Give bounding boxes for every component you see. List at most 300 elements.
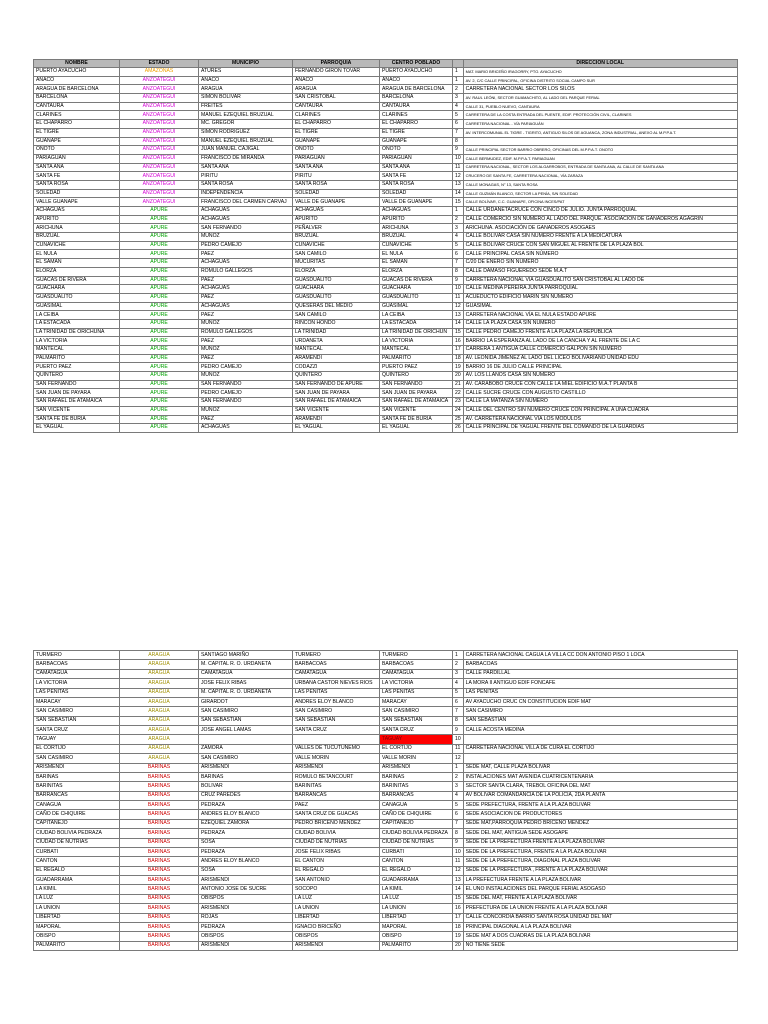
- nombre-cell: SAN RAFAEL DE ATAMAICA: [34, 398, 120, 407]
- centro-poblado-cell: CAÑO DE CHIQUIRE: [380, 810, 453, 819]
- centro-poblado-cell: GUASIMAL: [380, 302, 453, 311]
- parroquia-cell: SAN CAMILO: [293, 311, 380, 320]
- table-row: [34, 791, 738, 800]
- nombre-cell: ONOTO: [34, 146, 120, 155]
- centro-poblado-cell: ARAGUA DE BARCELONA: [380, 85, 453, 94]
- direccion-cell: SEDE DE LA PREFECTURA , FRENTE A LA PLAZA BOLIVAR: [463, 866, 737, 875]
- direccion-cell: LAS PEÑITAS: [463, 688, 737, 697]
- estado-cell: APURE: [120, 311, 199, 320]
- index-cell: 3: [453, 94, 464, 103]
- municipio-cell: PIRITU: [199, 172, 293, 181]
- nombre-cell: SANTA ROSA: [34, 180, 120, 189]
- municipio-cell: SANTA ANA: [199, 163, 293, 172]
- estado-cell: BARINAS: [120, 782, 199, 791]
- nombre-cell: CAPITANEJO: [34, 819, 120, 828]
- table-row: [34, 233, 738, 242]
- estado-cell: ARAGUA: [120, 735, 199, 744]
- municipio-cell: ARISMENDI: [199, 876, 293, 885]
- table-row: [34, 772, 738, 781]
- municipio-cell: PEDRO CAMEJO: [199, 363, 293, 372]
- nombre-cell: SANTA CRUZ: [34, 726, 120, 735]
- centro-poblado-cell: QUINTERO: [380, 372, 453, 381]
- municipio-cell: PEDRAZA: [199, 922, 293, 931]
- direccion-cell: CALLE ACOSTA MEDINA: [463, 726, 737, 735]
- parroquia-cell: SAN SEBASTIAN: [293, 716, 380, 725]
- nombre-cell: CLARINES: [34, 111, 120, 120]
- index-cell: 10: [453, 285, 464, 294]
- index-cell: 4: [453, 233, 464, 242]
- index-cell: 20: [453, 941, 464, 950]
- table-row: [34, 744, 738, 753]
- parroquia-cell: ARAGUA: [293, 85, 380, 94]
- index-cell: 5: [453, 801, 464, 810]
- table-row: [34, 293, 738, 302]
- direccion-cell: GUASIMAL: [463, 302, 737, 311]
- municipio-cell: EZEQUIEL ZAMORA: [199, 819, 293, 828]
- centro-poblado-cell: TURMERO: [380, 651, 453, 660]
- centro-poblado-cell: BARRANCAS: [380, 791, 453, 800]
- direccion-cell: PREFECTURA DE LA UNION FRENTE A LA PLAZA BOLIVAR: [463, 904, 737, 913]
- centro-poblado-cell: CANTON: [380, 857, 453, 866]
- header-index: [453, 60, 464, 68]
- estado-cell: APURE: [120, 207, 199, 216]
- parroquia-cell: MANTECAL: [293, 346, 380, 355]
- nombre-cell: SANTA ANA: [34, 163, 120, 172]
- centro-poblado-cell: GUANAPE: [380, 137, 453, 146]
- nombre-cell: MAPORAL: [34, 922, 120, 931]
- municipio-cell: JOSE FELIX RIBAS: [199, 679, 293, 688]
- table-row: [34, 669, 738, 678]
- parroquia-cell: LA LUZ: [293, 894, 380, 903]
- centro-poblado-cell: ONOTO: [380, 146, 453, 155]
- estado-cell: APURE: [120, 389, 199, 398]
- nombre-cell: BARCELONA: [34, 94, 120, 103]
- table-row: [34, 241, 738, 250]
- nombre-cell: ACHAGUAS: [34, 207, 120, 216]
- centro-poblado-cell: MAPORAL: [380, 922, 453, 931]
- municipio-cell: ACHAGUAS: [199, 215, 293, 224]
- estado-cell: BARINAS: [120, 829, 199, 838]
- table-row: [34, 857, 738, 866]
- centro-poblado-cell: VALLE MORIN: [380, 754, 453, 763]
- parroquia-cell: FERNANDO GIRON TOVAR: [293, 68, 380, 77]
- table-row: [34, 198, 738, 207]
- estado-cell: APURE: [120, 215, 199, 224]
- table-row: [34, 389, 738, 398]
- nombre-cell: SANTA FE DE BURIA: [34, 415, 120, 424]
- index-cell: 1: [453, 651, 464, 660]
- estado-cell: ANZOATEGUI: [120, 172, 199, 181]
- index-cell: 15: [453, 198, 464, 207]
- municipio-cell: FREITES: [199, 102, 293, 111]
- table-row: [34, 810, 738, 819]
- estado-cell: ANZOATEGUI: [120, 163, 199, 172]
- estado-cell: APURE: [120, 285, 199, 294]
- municipio-cell: ANDRES ELOY BLANCO: [199, 810, 293, 819]
- centro-poblado-cell: SAN FERNANDO: [380, 380, 453, 389]
- table-row: [34, 207, 738, 216]
- index-cell: 24: [453, 406, 464, 415]
- nombre-cell: SAN VICENTE: [34, 406, 120, 415]
- centro-poblado-cell: LA VICTORIA: [380, 679, 453, 688]
- parroquia-cell: SAN VICENTE: [293, 406, 380, 415]
- estado-cell: BARINAS: [120, 932, 199, 941]
- nombre-cell: PUERTO AYACUCHO: [34, 68, 120, 77]
- index-cell: 4: [453, 791, 464, 800]
- nombre-cell: GUANAPE: [34, 137, 120, 146]
- direccion-cell: CALLE BERMUDEZ, EDIF. M.P.P.A.T. PARIAGUAN: [463, 154, 737, 163]
- header-estado: ESTADO: [120, 60, 199, 68]
- municipio-cell: MUÑOZ: [199, 372, 293, 381]
- index-cell: 3: [453, 782, 464, 791]
- table-row: [34, 904, 738, 913]
- parroquia-cell: CUNAVICHE: [293, 241, 380, 250]
- centro-poblado-cell: SAN RAFAEL DE ATAMAICA: [380, 398, 453, 407]
- municipio-cell: MC. GREGOR: [199, 120, 293, 129]
- index-cell: 8: [453, 267, 464, 276]
- nombre-cell: PALMARITO: [34, 941, 120, 950]
- parroquia-cell: SAN RAFAEL DE ATAMAICA: [293, 398, 380, 407]
- direccion-cell: CALLE GUZMÁN BLANCO, SECTOR LA PENÍA, S/N SOLEDAD: [463, 189, 737, 198]
- nombre-cell: LA TRINIDAD DE ORICHUNA: [34, 328, 120, 337]
- index-cell: 8: [453, 137, 464, 146]
- centro-poblado-cell: OBISPO: [380, 932, 453, 941]
- index-cell: 19: [453, 363, 464, 372]
- estado-cell: ARAGUA: [120, 651, 199, 660]
- parroquia-cell: URBANA CASTOR NIEVES RIOS: [293, 679, 380, 688]
- municipio-cell: SIMON BOLIVAR: [199, 94, 293, 103]
- index-cell: 4: [453, 102, 464, 111]
- table-row: [34, 68, 738, 77]
- direccion-cell: CALLE LA MATANZA SIN NÚMERO: [463, 398, 737, 407]
- parroquia-cell: CIUDAD DE NUTRIAS: [293, 838, 380, 847]
- municipio-cell: SAN SEBASTIAN: [199, 716, 293, 725]
- estado-cell: BARINAS: [120, 876, 199, 885]
- estado-cell: ANZOATEGUI: [120, 189, 199, 198]
- municipio-cell: PAEZ: [199, 250, 293, 259]
- estado-cell: APURE: [120, 346, 199, 355]
- parroquia-cell: VALLES DE TUCUTUNEMO: [293, 744, 380, 753]
- direccion-cell: CALLE COMERCIO SIN NÚMERO AL LADO DEL PARQUE. ASOCIACIÓN DE GANADEROS AGAGRIN: [463, 215, 737, 224]
- estado-cell: ARAGUA: [120, 716, 199, 725]
- table-row: [34, 801, 738, 810]
- index-cell: 2: [453, 215, 464, 224]
- estado-cell: APURE: [120, 233, 199, 242]
- index-cell: 3: [453, 669, 464, 678]
- estado-cell: ANZOATEGUI: [120, 198, 199, 207]
- estado-cell: APURE: [120, 398, 199, 407]
- direccion-cell: AV. RAUL LEÓNI, SECTOR GUAMACHITO, AL LADO DEL PARQUE FERIAL: [463, 94, 737, 103]
- centro-poblado-cell: EL CHAPARRO: [380, 120, 453, 129]
- parroquia-cell: SOLEDAD: [293, 189, 380, 198]
- table-row: [34, 922, 738, 931]
- table-row: [34, 180, 738, 189]
- direccion-cell: BARRIO LA ESPERANZA AL LADO DE LA CANCHA Y AL FRENTE DE LA C: [463, 337, 737, 346]
- municipio-cell: JOSE ANGEL LAMAS: [199, 726, 293, 735]
- centro-poblado-cell: BARCELONA: [380, 94, 453, 103]
- direccion-cell: CALLE SUCRE CRUCE CON AUGUSTO CASTILLO: [463, 389, 737, 398]
- municipio-cell: SAN FERNANDO: [199, 380, 293, 389]
- nombre-cell: GUADARRAMA: [34, 876, 120, 885]
- parroquia-cell: ANDRES ELOY BLANCO: [293, 697, 380, 706]
- table-row: [34, 415, 738, 424]
- nombre-cell: EL CORTIJO: [34, 744, 120, 753]
- nombre-cell: LA VICTORIA: [34, 679, 120, 688]
- estado-cell: BARINAS: [120, 801, 199, 810]
- centro-poblado-cell: BRUZUAL: [380, 233, 453, 242]
- estado-cell: APURE: [120, 259, 199, 268]
- estado-cell: BARINAS: [120, 772, 199, 781]
- municipio-cell: SAN FERNANDO: [199, 398, 293, 407]
- nombre-cell: EL NULA: [34, 250, 120, 259]
- centro-poblado-cell: GUACAS DE RIVERA: [380, 276, 453, 285]
- parroquia-cell: LIBERTAD: [293, 913, 380, 922]
- municipio-cell: ACHAGUAS: [199, 302, 293, 311]
- parroquia-cell: APURITO: [293, 215, 380, 224]
- estado-cell: APURE: [120, 372, 199, 381]
- direccion-cell: CALLE PRINCIPAL DE YAGUAL FRENTE DEL COMANDO DE LA GUARDIAS: [463, 424, 737, 433]
- nombre-cell: LIBERTAD: [34, 913, 120, 922]
- estado-cell: APURE: [120, 337, 199, 346]
- estado-cell: BARINAS: [120, 857, 199, 866]
- direccion-cell: CARRETERA NACIONAL - VÍA PARIAGUÁN: [463, 120, 737, 129]
- municipio-cell: ROMULO GALLEGOS: [199, 267, 293, 276]
- index-cell: 12: [453, 172, 464, 181]
- table-row: [34, 838, 738, 847]
- table-row: [34, 154, 738, 163]
- direccion-cell: CARRETERA NACIONAL, SECTOR LOS ALGARROBOS, ENTRADA DE SANTA ANA, AL CALLE DE SANTA ANA: [463, 163, 737, 172]
- estado-cell: BARINAS: [120, 922, 199, 931]
- table-row: [34, 424, 738, 433]
- parroquia-cell: CAMATAGUA: [293, 669, 380, 678]
- nombre-cell: CANAGUA: [34, 801, 120, 810]
- direccion-cell: ARICHUNA. ASOCIACIÓN DE GANADEROS ASOGAES: [463, 224, 737, 233]
- parroquia-cell: QUESERAS DEL MEDIO: [293, 302, 380, 311]
- centro-poblado-cell: CIUDAD BOLIVIA PEDRAZA: [380, 829, 453, 838]
- direccion-cell: CALLE BOLIVAR CRUCE CON SAN MIGUEL AL FRENTE DE LA PLAZA BOL: [463, 241, 737, 250]
- table-row: [34, 302, 738, 311]
- direccion-cell: CALLE PRINCIPAL SECTOR BARRIO OBRERO, OFICINAS DEL M.P.P.A.T. ONOTO: [463, 146, 737, 155]
- parroquia-cell: ARISMENDI: [293, 763, 380, 772]
- direccion-cell: SEDE ASOCIACION DE PRODUCTORES: [463, 810, 737, 819]
- nombre-cell: ELORZA: [34, 267, 120, 276]
- municipio-cell: PAEZ: [199, 276, 293, 285]
- table-row: [34, 894, 738, 903]
- estado-cell: ANZOATEGUI: [120, 146, 199, 155]
- municipio-cell: SANTA ROSA: [199, 180, 293, 189]
- parroquia-cell: ARAMENDI: [293, 354, 380, 363]
- direccion-cell: SEDE DEL MAT, FRENTE A LA PLAZA BOLIVAR: [463, 894, 737, 903]
- parroquia-cell: ROMULO BETANCOURT: [293, 772, 380, 781]
- direccion-cell: AV. LOS LLANOS CASA SIN NÚMERO: [463, 372, 737, 381]
- index-cell: 8: [453, 716, 464, 725]
- direccion-cell: LA MORA II ANTIGUO EDIF FONCAFE: [463, 679, 737, 688]
- parroquia-cell: LA TRINIDAD: [293, 328, 380, 337]
- index-cell: 15: [453, 328, 464, 337]
- centro-poblado-cell: SAN VICENTE: [380, 406, 453, 415]
- table-row: [34, 866, 738, 875]
- municipio-cell: M. CAPITAL R. O. URDANETA: [199, 660, 293, 669]
- estado-cell: APURE: [120, 319, 199, 328]
- direccion-cell: CALLE 31, PUEBLO NUEVO, CANTAURA: [463, 102, 737, 111]
- direccion-cell: CARRETERA NACIONAL VILLA DE CURA EL CORTIJO: [463, 744, 737, 753]
- index-cell: 18: [453, 354, 464, 363]
- table-row: [34, 885, 738, 894]
- index-cell: 5: [453, 241, 464, 250]
- centro-poblado-cell: EL CORTIJO: [380, 744, 453, 753]
- agency-table-1: [33, 59, 738, 433]
- estado-cell: ARAGUA: [120, 660, 199, 669]
- direccion-cell: CRUCERO DE SANTA FE, CARRETERA NACIONAL, VÍA ZARAZA: [463, 172, 737, 181]
- centro-poblado-cell: ELORZA: [380, 267, 453, 276]
- estado-cell: APURE: [120, 293, 199, 302]
- table-row: [34, 726, 738, 735]
- index-cell: 7: [453, 259, 464, 268]
- nombre-cell: LA LUZ: [34, 894, 120, 903]
- index-cell: 17: [453, 346, 464, 355]
- header-direccion: DIRECCION LOCAL: [463, 60, 737, 68]
- index-cell: 2: [453, 772, 464, 781]
- index-cell: 7: [453, 707, 464, 716]
- municipio-cell: BARINAS: [199, 772, 293, 781]
- header-municipio: MUNICIPIO: [199, 60, 293, 68]
- municipio-cell: MANUEL EZEQUIEL BRUZUAL: [199, 111, 293, 120]
- table-row: [34, 932, 738, 941]
- parroquia-cell: GUASDUALITO: [293, 293, 380, 302]
- table-row: [34, 146, 738, 155]
- parroquia-cell: OBISPOS: [293, 932, 380, 941]
- estado-cell: APURE: [120, 241, 199, 250]
- parroquia-cell: PAEZ: [293, 801, 380, 810]
- nombre-cell: CAÑO DE CHIQUIRE: [34, 810, 120, 819]
- centro-poblado-cell: TAGUAY: [380, 735, 453, 744]
- table-row: [34, 267, 738, 276]
- direccion-cell: LA PREFECTURA FRENTE A LA PLAZA BOLIVAR: [463, 876, 737, 885]
- parroquia-cell: GUANAPE: [293, 137, 380, 146]
- nombre-cell: CAMATAGUA: [34, 669, 120, 678]
- index-cell: 1: [453, 207, 464, 216]
- estado-cell: ANZOATEGUI: [120, 111, 199, 120]
- parroquia-cell: IGNACIO BRICEÑO: [293, 922, 380, 931]
- centro-poblado-cell: PALMARITO: [380, 354, 453, 363]
- direccion-cell: BARRIO 16 DE JULIO CALLE PRINCIPAL: [463, 363, 737, 372]
- centro-poblado-cell: LIBERTAD: [380, 913, 453, 922]
- parroquia-cell: EL CHAPARRO: [293, 120, 380, 129]
- estado-cell: APURE: [120, 415, 199, 424]
- parroquia-cell: VALLE MORIN: [293, 754, 380, 763]
- table-row: [34, 111, 738, 120]
- parroquia-cell: TURMERO: [293, 651, 380, 660]
- nombre-cell: GUACHARA: [34, 285, 120, 294]
- nombre-cell: TURMERO: [34, 651, 120, 660]
- estado-cell: ANZOATEGUI: [120, 94, 199, 103]
- parroquia-cell: EL YAGUAL: [293, 424, 380, 433]
- centro-poblado-cell: ACHAGUAS: [380, 207, 453, 216]
- centro-poblado-cell: EL TIGRE: [380, 128, 453, 137]
- index-cell: 6: [453, 120, 464, 129]
- table-row: [34, 259, 738, 268]
- parroquia-cell: SOCOPO: [293, 885, 380, 894]
- direccion-cell: SEDE MAT A DOS CUADRAS DE LA PLAZA BOLIVAR: [463, 932, 737, 941]
- direccion-cell: [463, 137, 737, 146]
- municipio-cell: MUÑOZ: [199, 319, 293, 328]
- estado-cell: BARINAS: [120, 847, 199, 856]
- parroquia-cell: SANTA CRUZ DE GUACAS: [293, 810, 380, 819]
- municipio-cell: PEDRAZA: [199, 847, 293, 856]
- municipio-cell: ARISMENDI: [199, 941, 293, 950]
- table-row: [34, 328, 738, 337]
- estado-cell: APURE: [120, 302, 199, 311]
- direccion-cell: SEDE MAT, CALLE PLAZA BOLIVAR: [463, 763, 737, 772]
- estado-cell: APURE: [120, 224, 199, 233]
- centro-poblado-cell: SOLEDAD: [380, 189, 453, 198]
- estado-cell: ANZOATEGUI: [120, 120, 199, 129]
- estado-cell: ARAGUA: [120, 754, 199, 763]
- nombre-cell: EL CHAPARRO: [34, 120, 120, 129]
- table-row: [34, 660, 738, 669]
- nombre-cell: ARICHUNA: [34, 224, 120, 233]
- centro-poblado-cell: PUERTO AYACUCHO: [380, 68, 453, 77]
- direccion-cell: CALLE BOLIVAR CASA SIN NÚMERO FRENTE A LA MEDICATURA: [463, 233, 737, 242]
- parroquia-cell: SAN ANTONIO: [293, 876, 380, 885]
- municipio-cell: MUÑOZ: [199, 346, 293, 355]
- parroquia-cell: PEÑALVER: [293, 224, 380, 233]
- centro-poblado-cell: CUNAVICHE: [380, 241, 453, 250]
- estado-cell: BARINAS: [120, 791, 199, 800]
- estado-cell: ARAGUA: [120, 679, 199, 688]
- parroquia-cell: SANTA ANA: [293, 163, 380, 172]
- estado-cell: BARINAS: [120, 819, 199, 828]
- centro-poblado-cell: LA UNION: [380, 904, 453, 913]
- header-centro-poblado: CENTRO POBLADO: [380, 60, 453, 68]
- index-cell: 6: [453, 250, 464, 259]
- nombre-cell: MANTECAL: [34, 346, 120, 355]
- index-cell: 26: [453, 424, 464, 433]
- table-row: [34, 754, 738, 763]
- direccion-cell: INSTALACIONES MAT AVENIDA CUATRICENTENARIA: [463, 772, 737, 781]
- direccion-cell: AV. CARRETERA NACIONAL VIA LOS MODULOS: [463, 415, 737, 424]
- index-cell: 2: [453, 660, 464, 669]
- parroquia-cell: SAN FERNANDO DE APURE: [293, 380, 380, 389]
- municipio-cell: ACHAGUAS: [199, 207, 293, 216]
- direccion-cell: CALLE BOLÍVAR, C.C. GUANAPE, OFICINA INCES/PAT: [463, 198, 737, 207]
- parroquia-cell: BARBACOAS: [293, 660, 380, 669]
- nombre-cell: PALMARITO: [34, 354, 120, 363]
- table-row: [34, 398, 738, 407]
- index-cell: 12: [453, 754, 464, 763]
- index-cell: 1: [453, 76, 464, 85]
- centro-poblado-cell: LA LUZ: [380, 894, 453, 903]
- direccion-cell: BARBACOAS: [463, 660, 737, 669]
- estado-cell: ANZOATEGUI: [120, 128, 199, 137]
- centro-poblado-cell: VALLE DE GUANAPE: [380, 198, 453, 207]
- table-row: [34, 102, 738, 111]
- centro-poblado-cell: CIUDAD DE NUTRIAS: [380, 838, 453, 847]
- index-cell: 9: [453, 726, 464, 735]
- direccion-cell: SEDE DE LA PREFECTURA, DIAGONAL PLAZA BOLIVAR: [463, 857, 737, 866]
- municipio-cell: GIRARDOT: [199, 697, 293, 706]
- nombre-cell: LA ESTACADA: [34, 319, 120, 328]
- nombre-cell: GUACAS DE RIVERA: [34, 276, 120, 285]
- municipio-cell: ARAGUA: [199, 85, 293, 94]
- nombre-cell: BARBACOAS: [34, 660, 120, 669]
- municipio-cell: ROMULO GALLEGOS: [199, 328, 293, 337]
- index-cell: 16: [453, 904, 464, 913]
- parroquia-cell: ACHAGUAS: [293, 207, 380, 216]
- centro-poblado-cell: LA VICTORIA: [380, 337, 453, 346]
- centro-poblado-cell: LAS PEÑITAS: [380, 688, 453, 697]
- index-cell: 14: [453, 885, 464, 894]
